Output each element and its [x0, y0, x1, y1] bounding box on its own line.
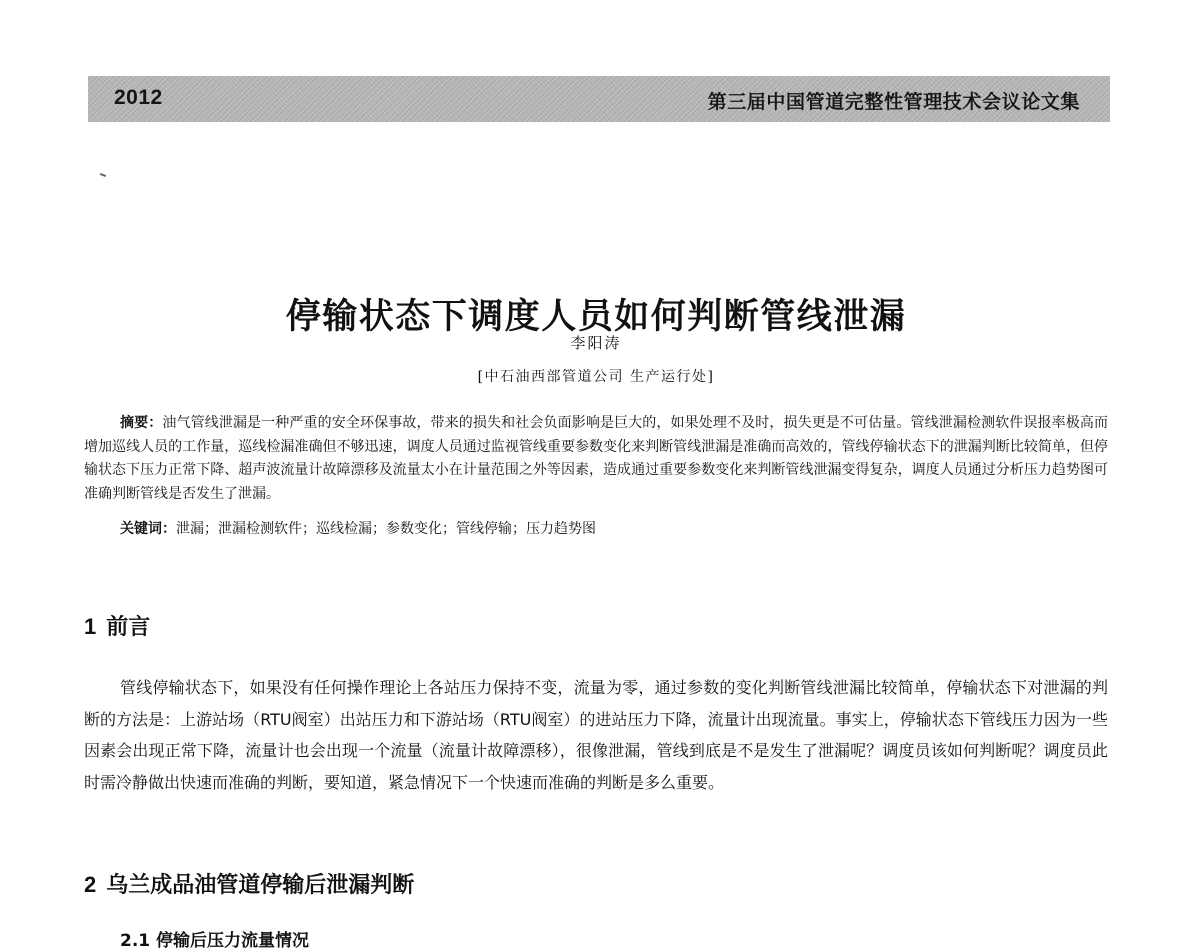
abstract-label: 摘要： [120, 415, 163, 431]
paper-title: 停输状态下调度人员如何判断管线泄漏 [285, 297, 907, 338]
introduction-paragraph: 管线停输状态下，如果没有任何操作理论上各站压力保持不变，流量为零，通过参数的变化判断管线泄漏比较简单，停输状态下对泄漏的判断的方法是：上游站场（RTU阀室）出站压力和下游站场（RTU阀室）的进站压力下降，流量计出现流量。事实上，停输状态下管线压力因为一些因素会出现正常下降，流量计也会出现一个流量（流量计故障漂移），很像泄漏，管线到底是不是发生了泄漏呢？调度员该如何判断呢？调度员此时需冷静做出快速而准确的判断，要知道，紧急情况下一个快速而准确的判断是多么重要。 [84, 678, 1108, 792]
author-affiliation: [中石油西部管道公司 生产运行处] [477, 369, 715, 385]
abstract-text: 油气管线泄漏是一种严重的安全环保事故，带来的损失和社会负面影响是巨大的，如果处理不及时，损失更是不可估量。管线泄漏检测软件误报率极高而增加巡线人员的工作量，巡线检漏准确但不够迅速，调度人员通过监视管线重要参数变化来判断管线泄漏是准确而高效的，管线停输状态下的泄漏判断比较简单，但停输状态下压力正常下降、超声波流量计故障漂移及流量太小在计量范围之外等因素，造成通过重要参数变化来判断管线泄漏变得复杂，调度人员通过分析压力趋势图可准确判断管线是否发生了泄漏。 [84, 415, 1109, 502]
author-name: 李阳涛 [570, 334, 622, 352]
scan-speck [100, 173, 106, 177]
subsection-heading: 2.1 停输后压力流量情况 [120, 931, 310, 951]
keywords [120, 518, 1100, 542]
header-proceedings-title: 第三届中国管道完整性管理技术会议论文集 [707, 91, 1080, 113]
section-heading-introduction [84, 610, 150, 641]
section-heading-leak-detection [84, 868, 414, 899]
section-number: 1 [84, 614, 97, 639]
section-title: 前言 [106, 615, 151, 640]
keywords-label: 关键词： [120, 521, 176, 537]
keywords-text: 泄漏；泄漏检测软件；巡线检漏；参数变化；管线停输；压力趋势图 [176, 521, 596, 537]
section-number: 2 [84, 872, 97, 897]
section-title: 乌兰成品油管道停输后泄漏判断 [106, 873, 415, 898]
header-year: 2012 [114, 86, 163, 109]
abstract [84, 412, 1108, 506]
